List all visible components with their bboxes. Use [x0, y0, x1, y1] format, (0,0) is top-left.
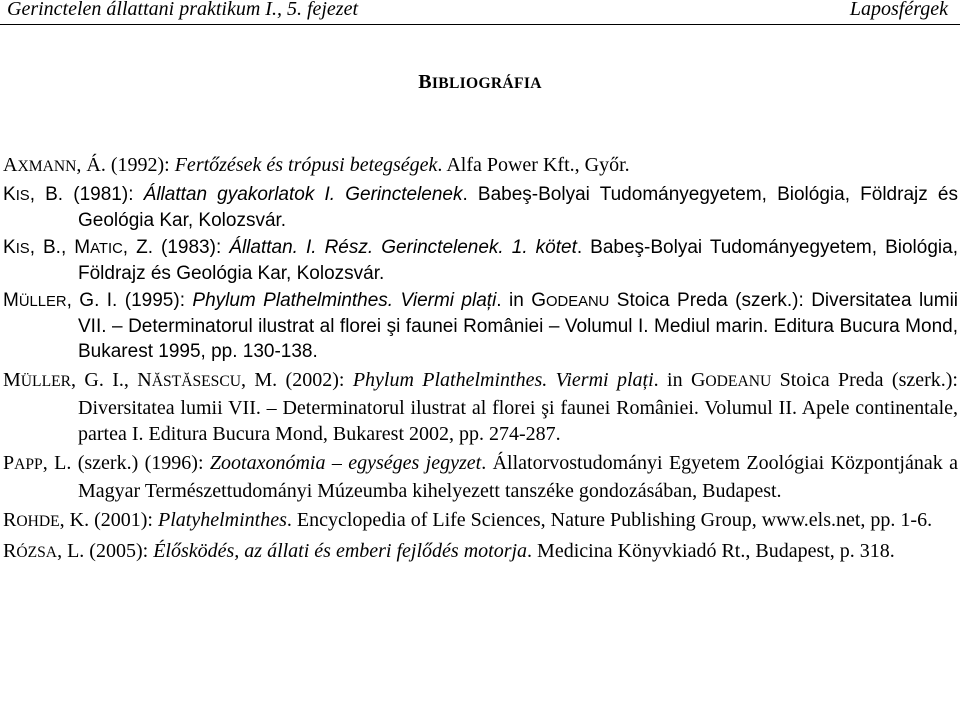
author-initial: R [3, 540, 17, 563]
author-initial: R [3, 509, 17, 532]
reference-entry [0, 507, 958, 535]
bibliography-list [0, 152, 958, 566]
reference-title: Phylum Plathelminthes. Viermi plați [352, 369, 654, 392]
author-surname-rest: IS [15, 241, 30, 258]
author2-tail: , Z. [122, 237, 153, 259]
editor-initial: G [531, 290, 546, 312]
header-divider [0, 24, 960, 25]
author2-surname-rest: ĂSTĂSESCU [151, 373, 241, 391]
reference-year: (1983): [152, 237, 230, 259]
reference-details: . Medicina Könyvkiadó Rt., Budapest, p. 318. [527, 540, 895, 563]
author-surname-rest: ÓZSA [16, 544, 58, 562]
reference-entry [0, 538, 958, 566]
reference-in: . in [496, 290, 532, 312]
author-surname-rest: ÜLLER [18, 294, 67, 311]
author-surname-rest: ÜLLER [20, 373, 72, 391]
author-tail: , L. [42, 452, 72, 475]
page-title [0, 71, 960, 94]
reference-in: . in [653, 369, 691, 392]
editor-surname-rest: ODEANU [705, 373, 772, 391]
author-tail: , Á. [76, 154, 106, 176]
author-surname-rest: OHDE [16, 513, 60, 531]
author-tail: , L. [57, 540, 85, 563]
reference-details: . Encyclopedia of Life Sciences, Nature Publishing Group, www.els.net, pp. 1-6. [286, 509, 933, 532]
reference-details: Diversitatea lumii VII. – Determinatorul ilustrat al florei şi faunei României – Volumul I. Mediul marin. Editura Bucura Mond, Bukarest 1995, pp. 130-138. [78, 290, 959, 362]
reference-title: Élősködés, az állati és emberi fejlődés motorja [153, 540, 528, 563]
editor-tail: Stoica Preda (szerk.): [609, 290, 804, 312]
reference-entry [0, 152, 958, 180]
author-tail: , G. I., [71, 369, 138, 392]
editor-surname-rest: ODEANU [546, 294, 610, 311]
author2-initial: N [137, 369, 152, 392]
header-section-title: Laposférgek [849, 0, 948, 20]
author-tail: , B., [29, 237, 75, 259]
author-surname-rest: IS [15, 188, 30, 204]
reference-entry [0, 289, 958, 364]
reference-entry [0, 450, 958, 504]
reference-title: Phylum Plathelminthes. Viermi plați [192, 290, 497, 312]
reference-title: Zootaxonómia – egységes jegyzet [209, 452, 482, 475]
reference-year: (2002): [277, 369, 353, 392]
reference-entry [0, 367, 958, 447]
header-chapter-title: Gerinctelen állattani praktikum I., 5. fejezet [7, 0, 359, 20]
reference-entry [0, 183, 958, 233]
reference-details: . Állatorvostudományi Egyetem Zoológiai Központjának a Magyar Természettudományi Múzeumba kihelyezett tanszéke gondozásában, Budapest. [78, 452, 958, 503]
reference-year: (2001): [89, 509, 158, 532]
author-initial: K [3, 237, 16, 259]
reference-title: Állattan. I. Rész. Gerinctelenek. 1. kötet [229, 237, 577, 259]
page-header [0, 0, 960, 24]
author2-surname-rest: ATIC [90, 241, 123, 258]
reference-year: (2005): [84, 540, 154, 563]
author2-initial: M [74, 237, 91, 259]
reference-title: Fertőzések és trópusi betegségek [174, 154, 438, 176]
author-surname-rest: XMANN [17, 158, 77, 175]
author-tail: , B. [29, 184, 64, 205]
title-rest: IBLIOGRÁFIA [431, 75, 542, 92]
author-tail: , G. I. [66, 290, 118, 312]
title-initial: B [418, 71, 432, 93]
reference-details: . Babeş-Bolyai Tudományegyetem, Biológia, Földrajz és Geológia Kar, Kolozsvár. [78, 184, 958, 231]
reference-entry [0, 236, 958, 286]
reference-year: (1995): [117, 290, 193, 312]
reference-year: (1981): [63, 184, 144, 205]
reference-title: Platyhelminthes [158, 509, 287, 532]
author-initial: K [3, 184, 16, 205]
reference-title: Állattan gyakorlatok I. Gerinctelenek [143, 184, 463, 205]
editor-initial: G [690, 369, 706, 392]
reference-year: (szerk.) (1996): [71, 452, 210, 475]
author-initial: P [3, 452, 15, 475]
author-initial: M [3, 290, 19, 312]
reference-year: (1992): [105, 154, 175, 176]
reference-details: . Alfa Power Kft., Győr. [437, 154, 630, 176]
author-tail: , K. [59, 509, 90, 532]
editor-tail: Stoica Preda (szerk.): [771, 369, 958, 392]
author-initial: M [3, 369, 21, 392]
author2-tail: , M. [241, 369, 278, 392]
author-initial: A [3, 154, 18, 176]
reference-details: . Babeş-Bolyai Tudományegyetem, Biológia, Földrajz és Geológia Kar, Kolozsvár. [78, 237, 958, 284]
reference-details: Diversitatea lumii VII. – Determinatorul ilustrat al florei şi faunei României. Volumul II. Apele continentale, partea I. Editura Bucura Mond, Bukarest 2002, pp. 274-287. [78, 397, 958, 446]
author-surname-rest: APP [14, 456, 43, 474]
